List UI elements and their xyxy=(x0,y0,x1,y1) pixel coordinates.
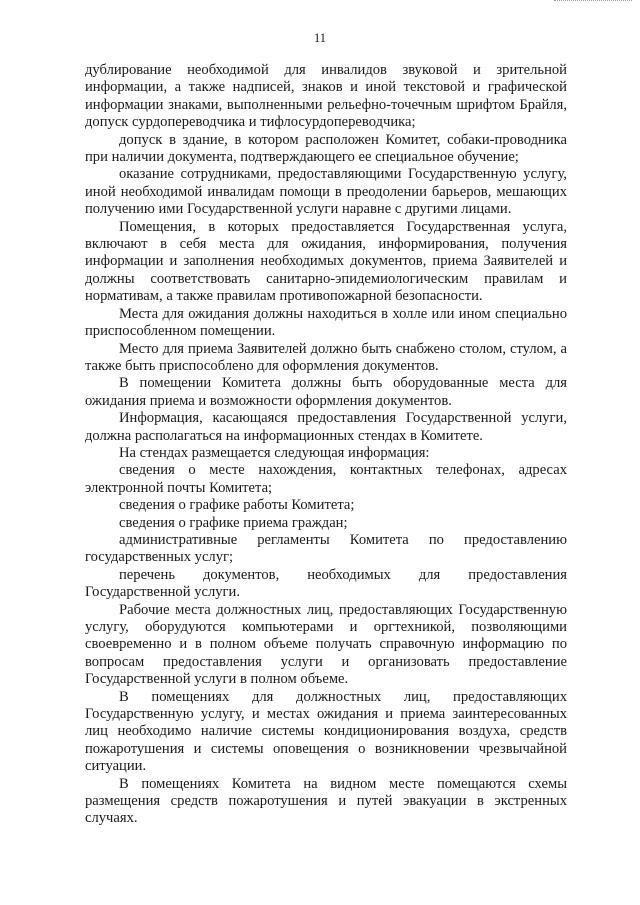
list-item-location-contacts: сведения о месте нахождения, контактных телефонах, адресах электронной почты Комитета; xyxy=(85,462,567,496)
list-item-administrative-regulations: административные регламенты Комитета по предоставлению государственных услуг; xyxy=(85,531,567,566)
paragraph-premises-requirements: Помещения, в которых предоставляется Государственная услуга, включают в себя места для ожидания, информирования, получения информации и заполнения необходимых документов, приема Заявителей и должны соответствовать санитарно-эпидемиологическим правилам и нормативам, а также правилам противопожарной безопасности. xyxy=(85,218,567,305)
paragraph-braille-duplication: дублирование необходимой для инвалидов звуковой и зрительной информации, а также надписей, знаков и иной текстовой и графической информации знаками, выполненными рельефно-точечным шрифтом Брайля, допуск сурдопереводчика и тифлосурдопереводчика; xyxy=(85,62,567,131)
paragraph-information-stands: Информация, касающаяся предоставления Государственной услуги, должна располагаться на информационных стендах в Комитете. xyxy=(85,410,567,444)
paragraph-guide-dog-access: допуск в здание, в котором расположен Комитет, собаки-проводника при наличии документа, подтверждающего ее специальное обучение; xyxy=(85,131,567,166)
page-number: 11 xyxy=(313,31,327,45)
list-item-reception-schedule: сведения о графике приема граждан; xyxy=(119,514,348,531)
scan-edge-mark xyxy=(554,0,632,3)
list-item-required-documents: перечень документов, необходимых для предоставления Государственной услуги. xyxy=(85,566,567,601)
paragraph-stand-contents-intro: На стендах размещается следующая информация: xyxy=(119,444,430,461)
paragraph-waiting-places: Места для ожидания должны находиться в холле или ином специально приспособленном помещении. xyxy=(85,305,567,340)
paragraph-reception-place: Место для приема Заявителей должно быть снабжено столом, стулом, а также быть приспособлено для оформления документов. xyxy=(85,340,567,374)
paragraph-evacuation-schemes: В помещениях Комитета на видном месте помещаются схемы размещения средств пожаротушения и путей эвакуации в экстренных случаях. xyxy=(85,775,567,827)
paragraph-workplaces-equipment: Рабочие места должностных лиц, предоставляющих Государственную услугу, оборудуются компьютерами и оргтехникой, позволяющими своевременно и в полном объеме получать справочную информацию по вопросам предоставления услуги и организовать предоставление Государственной услуги в полном объеме. xyxy=(85,601,567,688)
paragraph-staff-assistance: оказание сотрудниками, предоставляющими Государственную услугу, иной необходимой инвалидам помощи в преодолении барьеров, мешающих получению ими Государственной услуги наравне с другими лицами. xyxy=(85,166,567,218)
paragraph-committee-premises: В помещении Комитета должны быть оборудованные места для ожидания приема и возможности оформления документов. xyxy=(85,375,567,409)
paragraph-climate-fire-systems: В помещениях для должностных лиц, предоставляющих Государственную услугу, и местах ожидания и приема заинтересованных лиц необходимо наличие системы кондиционирования воздуха, средств пожаротушения и системы оповещения о возникновении чрезвычайной ситуации. xyxy=(85,688,567,775)
list-item-work-schedule: сведения о графике работы Комитета; xyxy=(119,497,355,514)
document-body xyxy=(85,62,567,828)
